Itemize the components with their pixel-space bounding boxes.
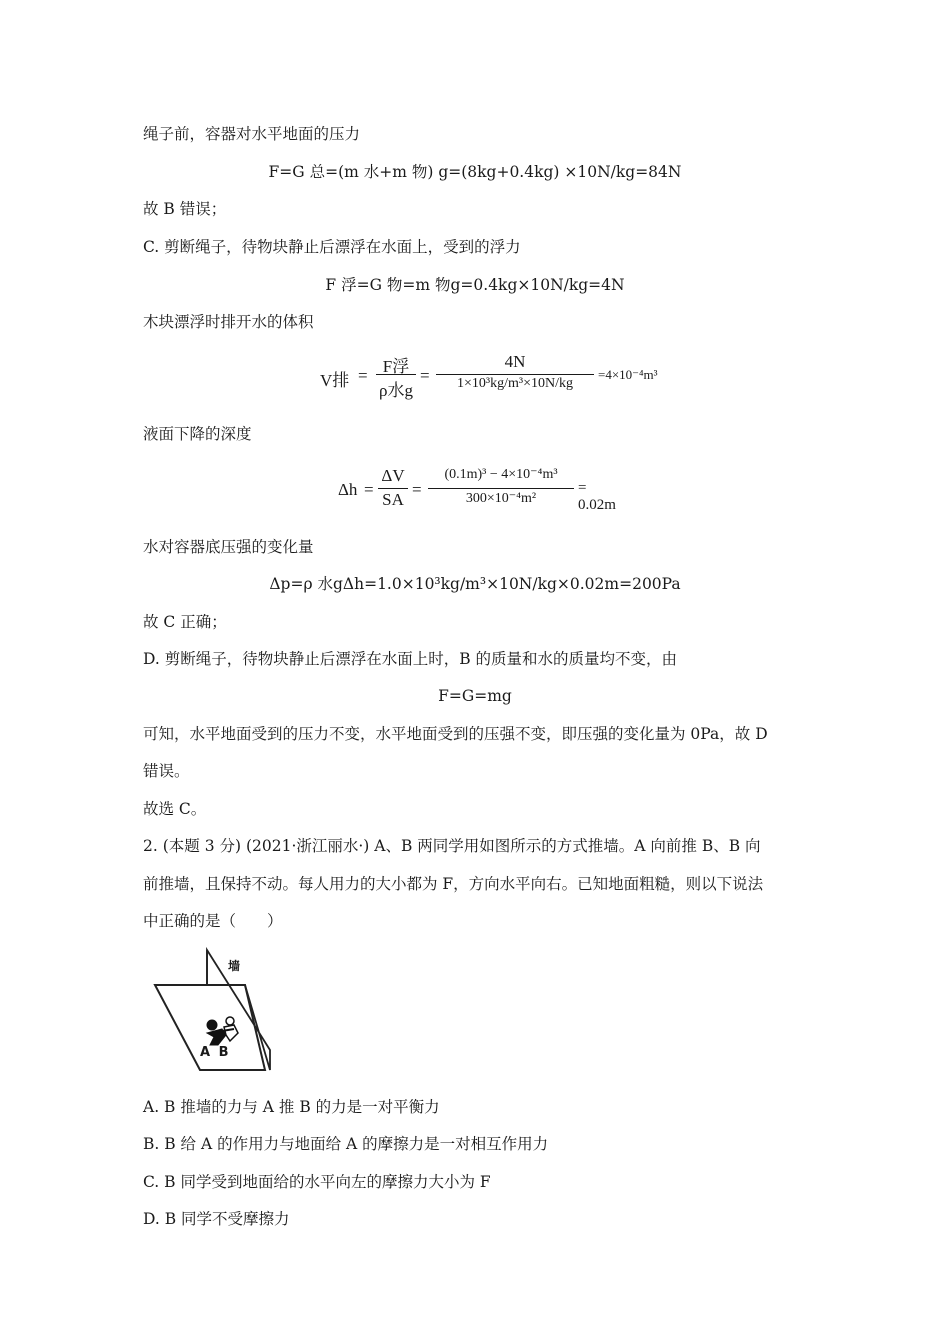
formula-depth: Δh = ΔV SA = (0.1m)³ − 4×10⁻⁴m³ 300×10⁻⁴m² = 0.02m bbox=[338, 466, 628, 516]
wall-label: 墙 bbox=[228, 959, 241, 973]
fraction-denominator: 300×10⁻⁴m² bbox=[465, 491, 537, 506]
text-line: 故 B 错误； bbox=[143, 200, 227, 218]
text-line: 绳子前，容器对水平地面的压力 bbox=[143, 125, 361, 143]
option-b: B. B 给 A 的作用力与地面给 A 的摩擦力是一对相互作用力 bbox=[143, 1135, 549, 1153]
text-line: 错误。 bbox=[143, 762, 190, 780]
formula-result: =4×10⁻⁴m³ bbox=[598, 367, 658, 382]
fraction-numerator: ΔV bbox=[381, 466, 405, 485]
text-line: 故 C 正确； bbox=[143, 613, 227, 631]
text-line: 水对容器底压强的变化量 bbox=[143, 538, 314, 556]
wall-figure bbox=[150, 945, 280, 1075]
formula-buoyancy: F 浮=G 物=m 物g=0.4kg×10N/kg=4N bbox=[325, 276, 625, 294]
fraction-denominator: SA bbox=[382, 490, 404, 509]
fraction-numerator: F浮 bbox=[382, 357, 410, 376]
text-line: 木块漂浮时排开水的体积 bbox=[143, 313, 314, 331]
text-line: 可知，水平地面受到的压力不变，水平地面受到的压强不变，即压强的变化量为 0Pa，故 D bbox=[143, 725, 768, 743]
pushing-people-icon bbox=[207, 1017, 238, 1045]
text-line: 液面下降的深度 bbox=[143, 425, 252, 443]
text-line: D. 剪断绳子，待物块静止后漂浮在水面上时，B 的质量和水的质量均不变，由 bbox=[143, 650, 678, 668]
text-line: C. 剪断绳子，待物块静止后漂浮在水面上，受到的浮力 bbox=[143, 238, 521, 256]
fraction-numerator: (0.1m)³ − 4×10⁻⁴m³ bbox=[444, 467, 558, 482]
fraction-numerator: 4N bbox=[504, 352, 526, 371]
formula-weight: F=G=mg bbox=[438, 687, 512, 705]
fraction-denominator: 1×10³kg/m³×10N/kg bbox=[457, 376, 573, 391]
formula-pressure-change: Δp=ρ 水gΔh=1.0×10³kg/m³×10N/kg×0.02m=200Pa bbox=[269, 575, 681, 593]
formula-result: = 0.02m bbox=[578, 480, 616, 513]
formula-pressure: F=G 总=(m 水+m 物) g=(8kg+0.4kg) ×10N/kg=84N bbox=[268, 163, 682, 181]
person-labels: A B bbox=[200, 1045, 231, 1060]
question-stem: 中正确的是（ ） bbox=[143, 912, 283, 930]
formula-volume: V排 = F浮 ρ水g = 4N 1×10³kg/m³×10N/kg =4×10⁻⁴m³ bbox=[320, 352, 658, 400]
fraction-denominator: ρ水g bbox=[379, 381, 413, 400]
option-c: C. B 同学受到地面给的水平向左的摩擦力大小为 F bbox=[143, 1173, 491, 1191]
formula-lhs: V排 bbox=[320, 371, 350, 390]
option-a: A. B 推墙的力与 A 推 B 的力是一对平衡力 bbox=[143, 1098, 440, 1116]
question-stem: 前推墙，且保持不动。每人用力的大小都为 F，方向水平向右。已知地面粗糙，则以下说法 bbox=[143, 875, 764, 893]
option-d: D. B 同学不受摩擦力 bbox=[143, 1210, 290, 1228]
question-stem: 2. (本题 3 分) (2021·浙江丽水·) A、B 两同学用如图所示的方式推墙。A 向前推 B、B 向 bbox=[143, 837, 761, 855]
text-line: 故选 C。 bbox=[143, 800, 207, 818]
formula-lhs: Δh bbox=[338, 480, 358, 499]
